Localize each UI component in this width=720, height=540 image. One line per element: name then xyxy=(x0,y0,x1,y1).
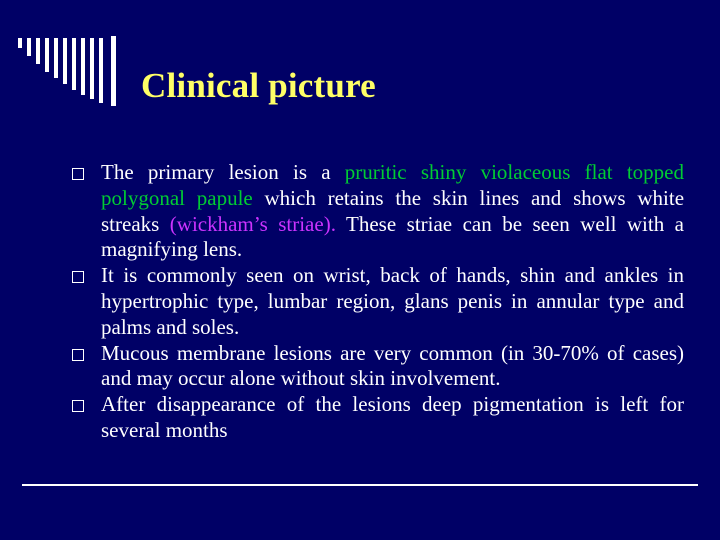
bullet-text-segment: The primary lesion is a xyxy=(101,160,345,184)
bullet-text-segment: pruritic shiny violaceous flat topped polygonal papule xyxy=(101,160,684,210)
bullet-item xyxy=(72,341,684,393)
decorative-bar xyxy=(27,38,31,56)
bullet-text-segment: (wickham’s striae). xyxy=(169,211,336,236)
decorative-bar xyxy=(90,38,94,99)
slide-title: Clinical picture xyxy=(141,66,376,105)
decorative-bar xyxy=(36,38,40,64)
bullet-item xyxy=(72,263,684,340)
bullet-square-icon xyxy=(72,349,84,361)
divider-line xyxy=(22,484,698,486)
decorative-bar xyxy=(18,38,22,48)
bullet-text-segment: These striae can be seen well with a magnifying lens. xyxy=(101,211,684,262)
decorative-bar xyxy=(63,38,67,84)
bullet-item xyxy=(72,392,684,444)
decorative-bars xyxy=(18,36,123,106)
bullet-list xyxy=(72,160,684,444)
bullet-item xyxy=(72,160,684,263)
decorative-bar xyxy=(81,38,85,95)
bullet-square-icon xyxy=(72,400,84,412)
bullet-square-icon xyxy=(72,168,84,180)
bullet-text-segment: It is commonly seen on wrist, back of hands, shin and ankles in hypertrophic type, lumbar region, glans penis in annular type and palms and soles. xyxy=(101,263,684,339)
bullet-text-segment: which retains the skin lines and shows white streaks xyxy=(101,185,685,236)
bullet-text-segment: Mucous membrane lesions are very common (in 30-70% of cases) and may occur alone without skin involvement. xyxy=(101,340,684,391)
decorative-bar xyxy=(111,36,116,106)
decorative-bar xyxy=(99,38,103,103)
bullet-text-segment: After disappearance of the lesions deep pigmentation is left for several months xyxy=(101,392,684,442)
decorative-bar xyxy=(54,38,58,78)
bullet-square-icon xyxy=(72,271,84,283)
decorative-bar xyxy=(45,38,49,72)
decorative-bar xyxy=(72,38,76,90)
